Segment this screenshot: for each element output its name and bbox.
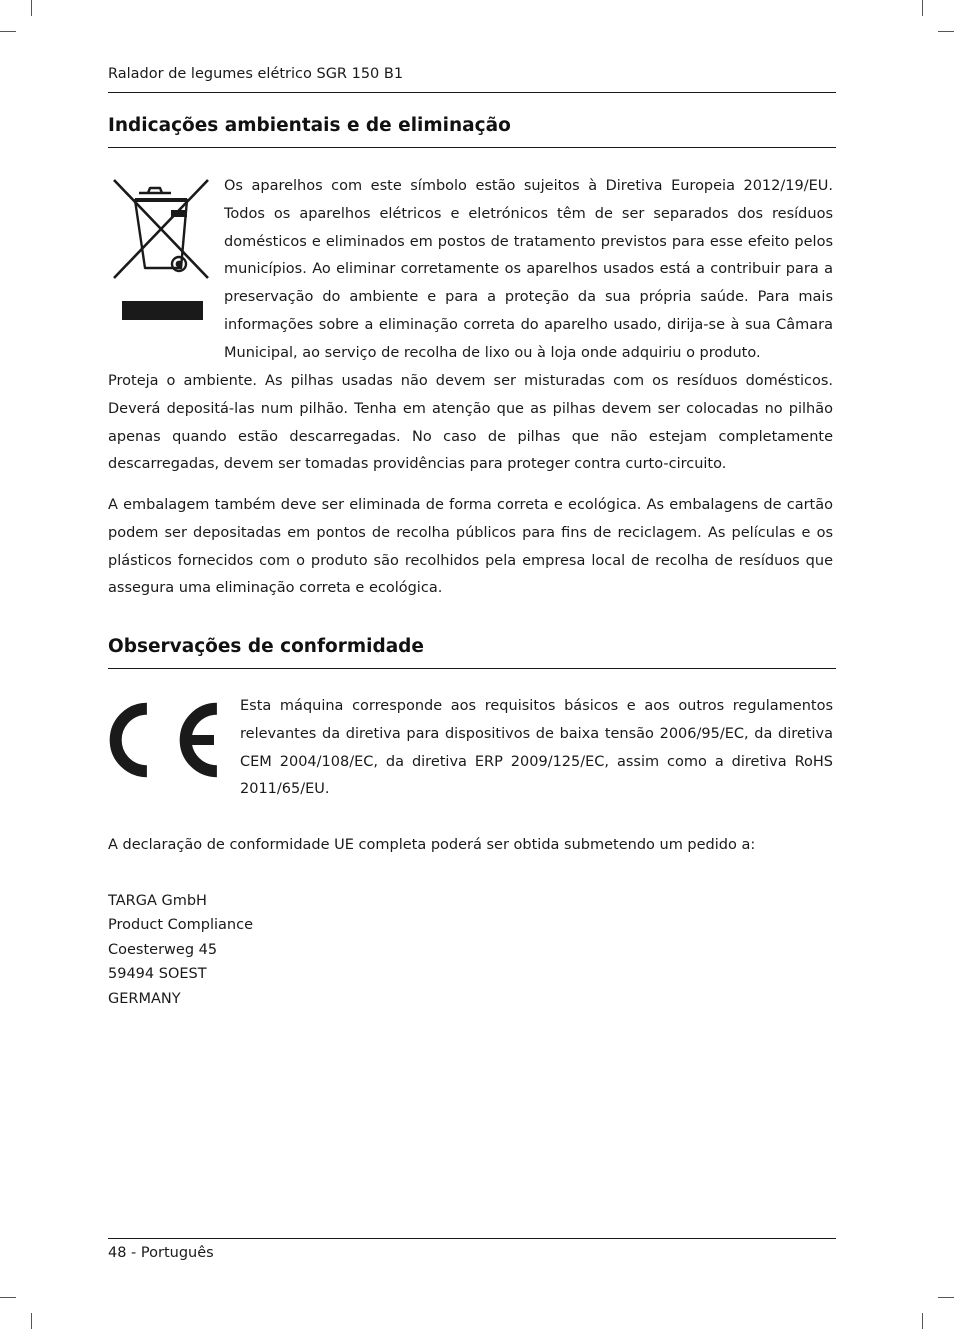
crop-mark	[0, 31, 16, 32]
address-line: Product Compliance	[108, 917, 254, 934]
page-number: 48 - Português	[108, 1245, 214, 1261]
crop-mark	[31, 1313, 32, 1329]
crop-mark	[0, 1297, 16, 1298]
crop-mark	[938, 31, 954, 32]
section-heading-environment: Indicações ambientais e de eliminação	[108, 115, 511, 136]
crossed-out-wheelie-bin-icon	[112, 178, 212, 324]
crop-mark	[31, 0, 32, 16]
address-line: GERMANY	[108, 990, 181, 1007]
section-heading-conformity: Observações de conformidade	[108, 636, 424, 657]
crop-mark	[922, 1313, 923, 1329]
ce-mark-icon	[108, 697, 228, 783]
running-header: Ralador de legumes elétrico SGR 150 B1	[108, 66, 404, 82]
address-line: Coesterweg 45	[108, 941, 218, 958]
header-rule	[108, 92, 836, 93]
crop-mark	[938, 1297, 954, 1298]
packaging-paragraph: A embalagem também deve ser eliminada de forma correta e ecológica. As embalagens de cartão podem ser depositadas em pontos de recolha públicos para fins de reciclagem. As películas e os plásticos fornecidos com o produto são recolhidos pela empresa local de recolha de resíduos que assegura uma eliminação correta e ecológica.	[108, 497, 833, 597]
section-rule	[108, 147, 836, 148]
address-block	[108, 889, 253, 1011]
address-line: TARGA GmbH	[108, 893, 207, 909]
ce-paragraph: Esta máquina corresponde aos requisitos básicos e aos outros regulamentos relevantes da diretiva para dispositivos de baixa tensão 2006/95/EC, da diretiva CEM 2004/108/EC, da diretiva ERP 2009/125/EC, assim como a diretiva RoHS 2011/65/EU.	[240, 698, 833, 798]
weee-paragraph: Os aparelhos com este símbolo estão sujeitos à Diretiva Europeia 2012/19/EU. Todos os aparelhos elétricos e eletrónicos têm de ser separados dos resíduos domésticos e eliminados em postos de tratamento previstos para esse efeito pelos municípios. Ao eliminar corretamente os aparelhos usados está a contribuir para a preservação do ambiente e para a proteção da sua própria saúde. Para mais informações sobre a eliminação correta do aparelho usado, dirija-se à sua Câmara Municipal, ao serviço de recolha de lixo ou à loja onde adquiriu o produto.	[224, 178, 833, 361]
address-line: 59494 SOEST	[108, 966, 207, 983]
crop-mark	[922, 0, 923, 16]
footer-rule	[108, 1238, 836, 1239]
section-rule	[108, 668, 836, 669]
batteries-paragraph: Proteja o ambiente. As pilhas usadas não devem ser misturadas com os resíduos domésticos. Deverá depositá-las num pilhão. Tenha em atenção que as pilhas devem ser colocadas no pilhão apenas quando estão descarregadas. No caso de pilhas que não estejam completamente descarregadas, devem ser tomadas providências para proteger contra curto-circuito.	[108, 373, 833, 473]
declaration-paragraph: A declaração de conformidade UE completa poderá ser obtida submetendo um pedido a:	[108, 837, 756, 853]
